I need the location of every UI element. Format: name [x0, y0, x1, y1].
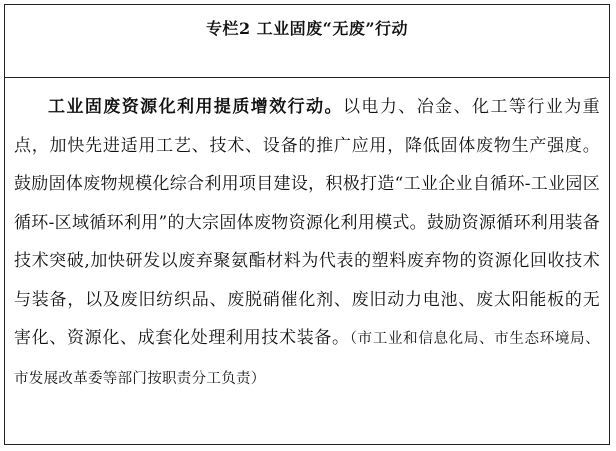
column-body	[14, 88, 600, 398]
action-description: 以电力、冶金、化工等行业为重点，加快先进适用工艺、技术、设备的推广应用，降低固体废物生产强度。鼓励固体废物规模化综合利用项目建设，积极打造“工业企业自循环-工业园区循环-区域循环利用”的大宗固体废物资源化利用模式。鼓励资源循环利用装备技术突破,加快研发以废弃聚氨酯材料为代表的塑料废弃物的资源化回收技术与装备，以及废旧纺织品、废脱硝催化剂、废旧动力电池、废太阳能板的无害化、资源化、成套化处理利用技术装备。	[14, 97, 600, 348]
responsible-departments: （市工业和信息化局、市生态环境局、市发展改革委等部门按职责分工负责）	[14, 331, 600, 387]
action-lead: 工业固废资源化利用提质增效行动。	[48, 97, 343, 117]
column-title: 专栏2 工业固废“无废”行动	[205, 19, 409, 38]
column-box	[4, 4, 610, 445]
title-row	[5, 5, 609, 78]
